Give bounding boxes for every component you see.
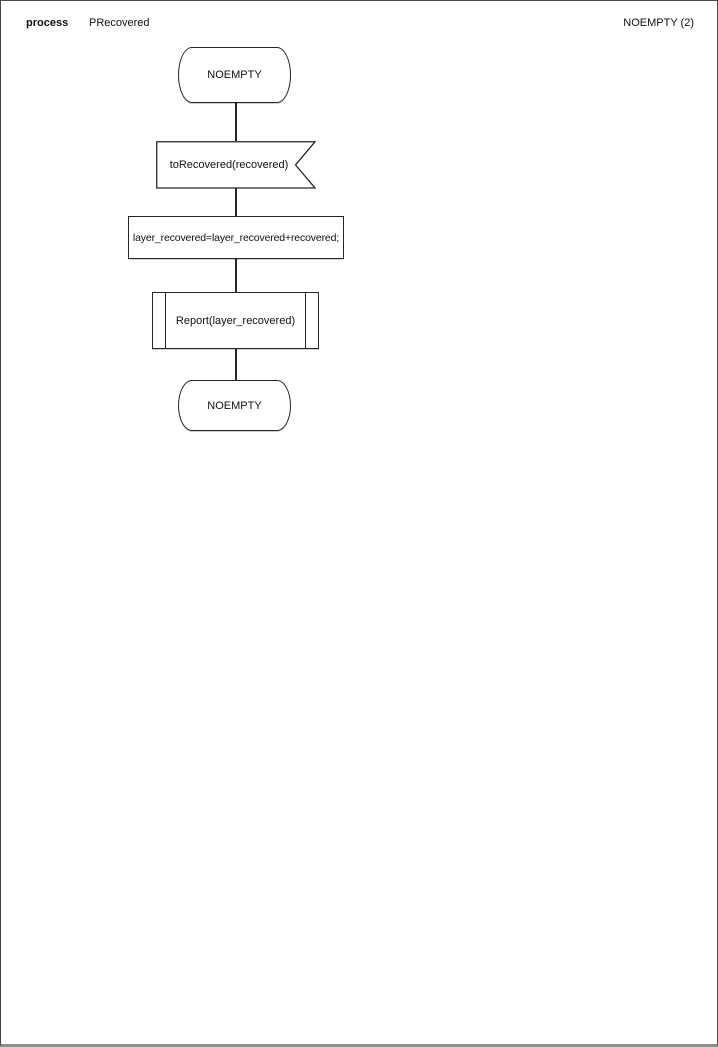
state-node-noempty-bottom[interactable] (178, 380, 291, 431)
connector-line (235, 103, 237, 141)
procedure-inner-line-right (305, 293, 306, 348)
task-node[interactable] (128, 216, 344, 259)
state-node-noempty-top[interactable] (178, 47, 291, 103)
procedure-call-node[interactable] (152, 292, 319, 349)
process-name-label: PRecovered (89, 17, 150, 29)
task-label: layer_recovered=layer_recovered+recovered; (132, 231, 340, 244)
input-signal-node[interactable] (156, 141, 316, 189)
page-state-label: NOEMPTY (2) (623, 17, 694, 29)
connector-line (235, 349, 237, 380)
connector-line (235, 259, 237, 292)
connector-line (235, 188, 237, 216)
input-signal-label: toRecovered(recovered) (169, 159, 289, 171)
state-label: NOEMPTY (207, 399, 262, 412)
state-label: NOEMPTY (207, 69, 262, 81)
diagram-kind-label: process (26, 17, 69, 29)
procedure-call-label: Report(layer_recovered) (175, 314, 296, 327)
procedure-inner-line-left (165, 293, 166, 348)
